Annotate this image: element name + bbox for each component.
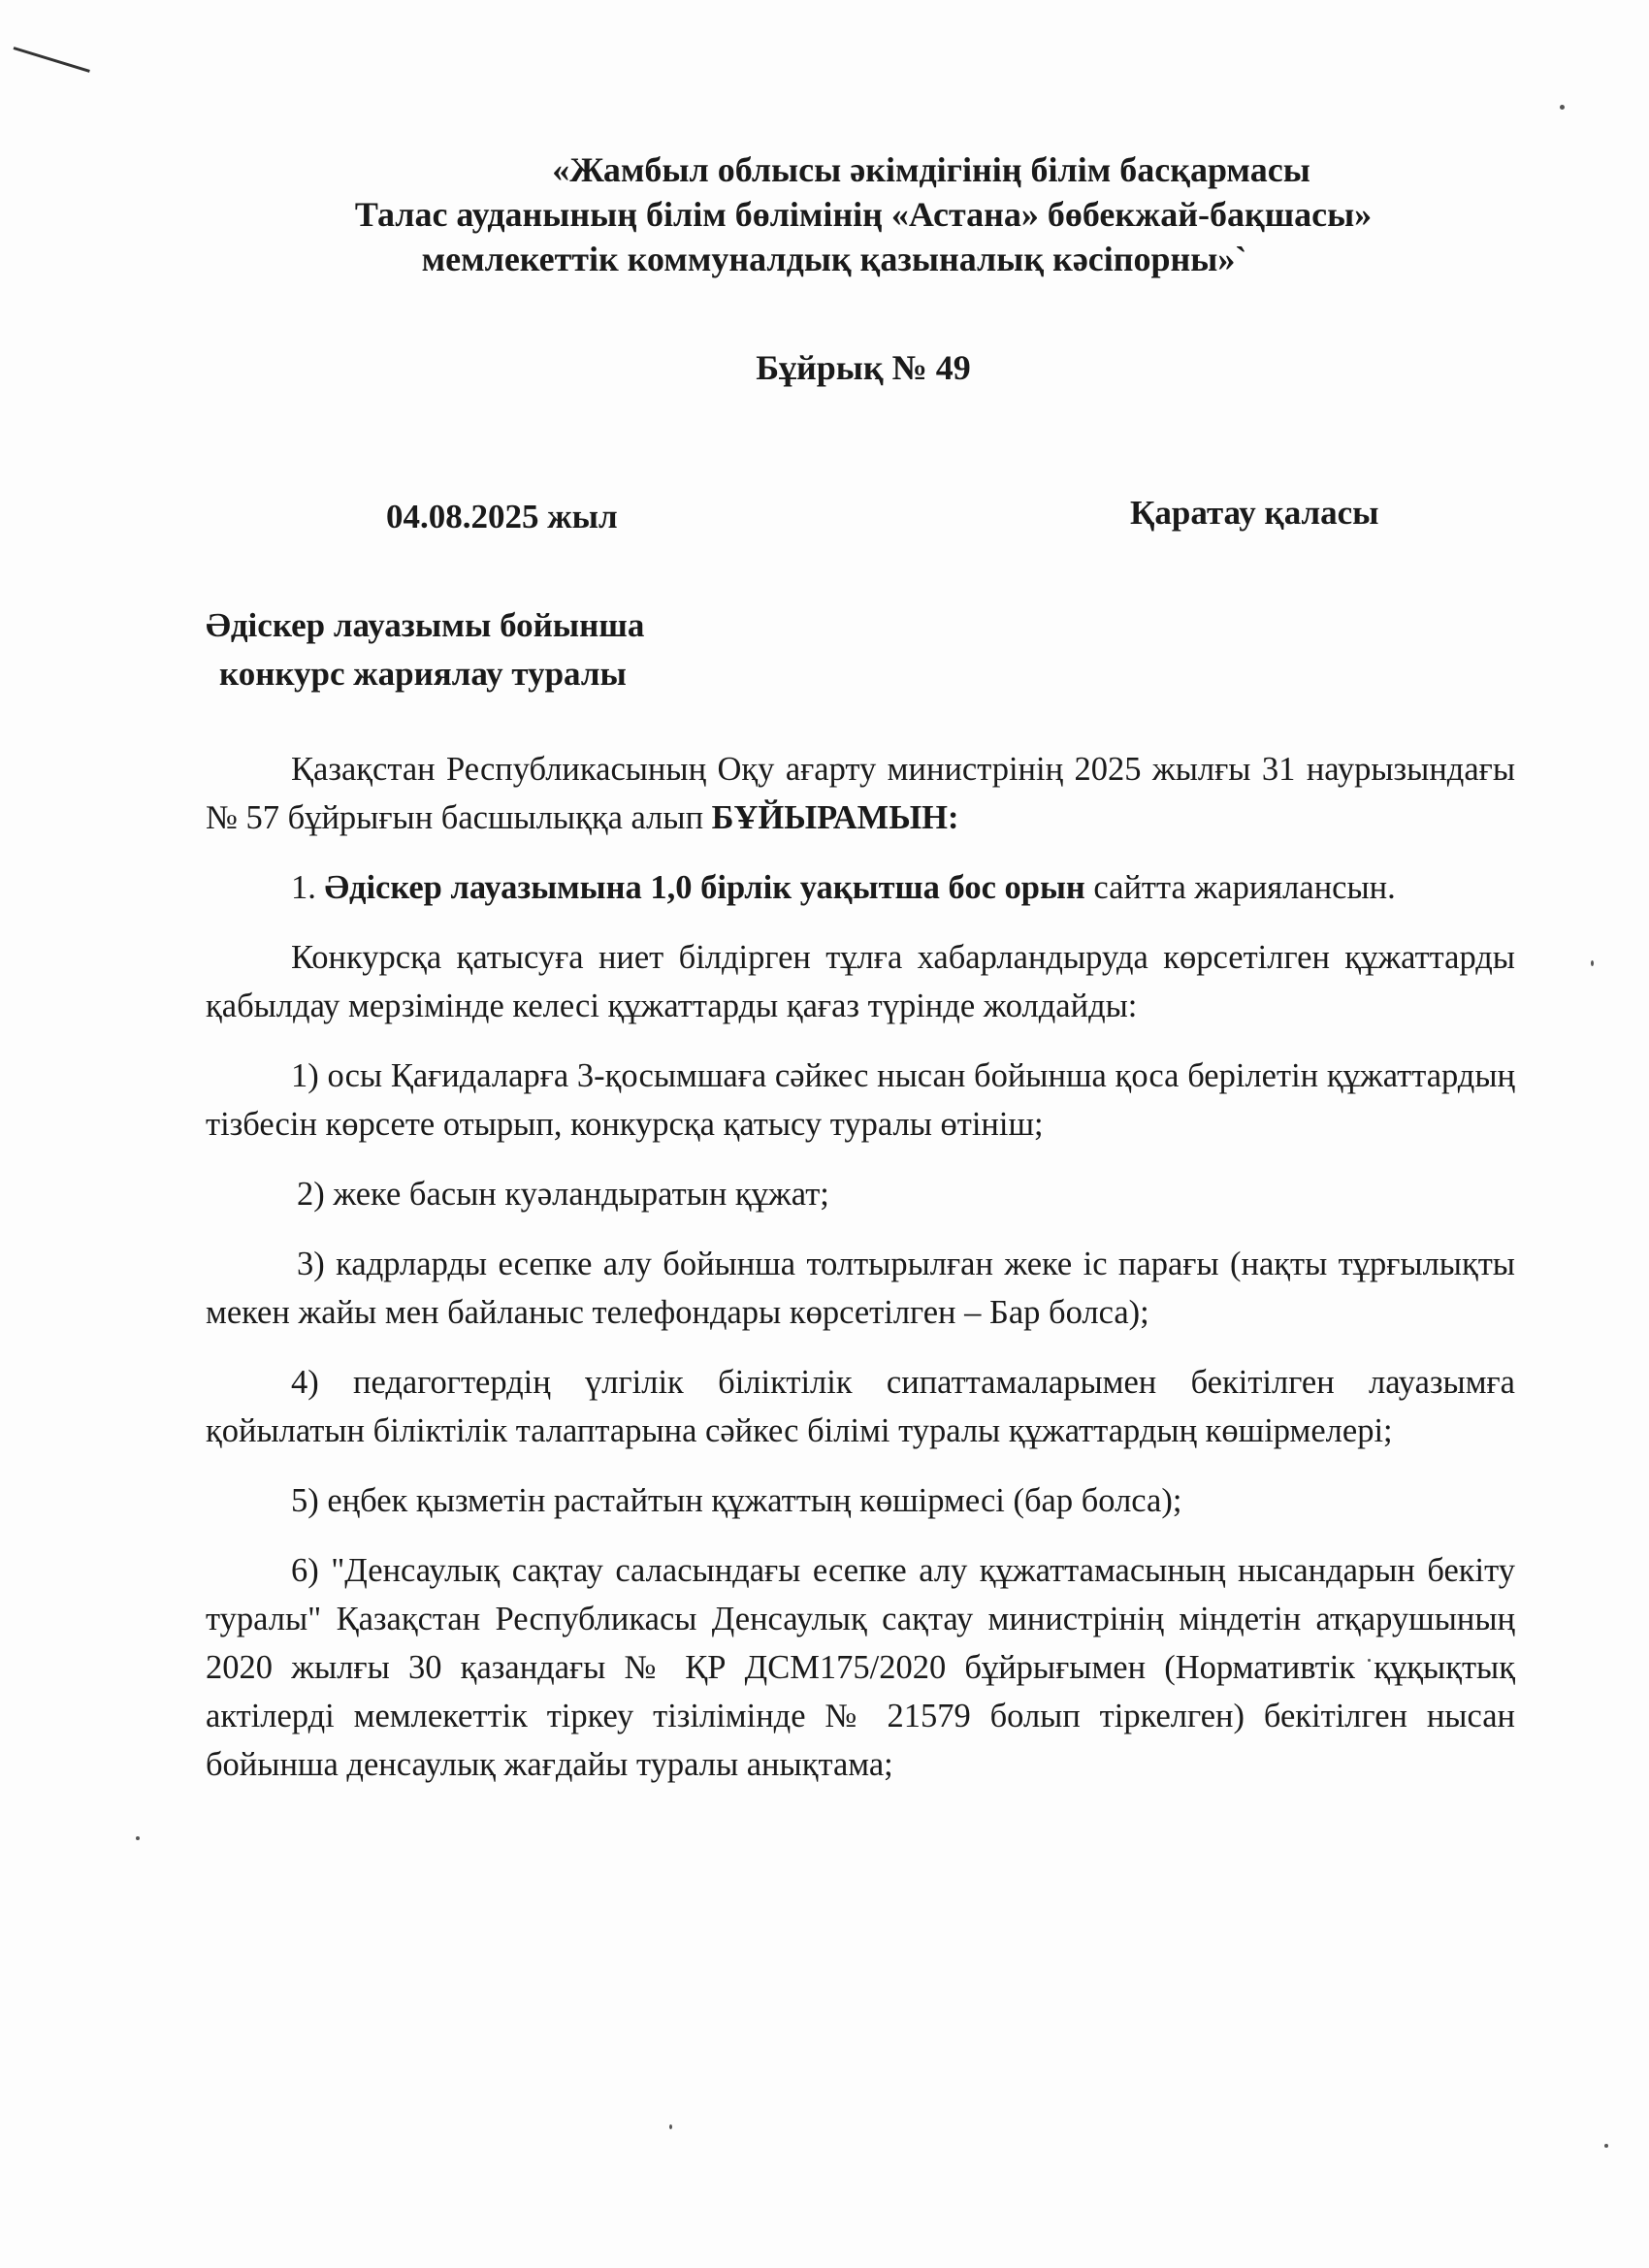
- subject-line-1: Әдіскер лауазымы бойынша: [206, 606, 645, 644]
- scan-speck: [136, 1836, 140, 1840]
- order-city: Қаратау қаласы: [1130, 494, 1379, 532]
- scan-speck: [1560, 105, 1565, 110]
- documents-intro-paragraph: Конкурсқа қатысуға ниет білдірген тұлға хабарландыруда көрсетілген құжаттарды қабылдау мерзімінде келесі құжаттарды қағаз түрінде жолдайды:: [206, 939, 1515, 1024]
- scan-speck: [1591, 960, 1594, 966]
- scan-speck: [669, 2124, 672, 2129]
- item-1-rest: сайтта жариялансын.: [1084, 869, 1396, 906]
- document-item-1: 1) осы Қағидаларға 3-қосымшаға сәйкес нысан бойынша қоса берілетін құжаттардың тізбесін көрсете отырып, конкурсқа қатысу туралы өтініш;: [206, 1057, 1515, 1143]
- order-date: 04.08.2025 жыл: [386, 498, 618, 535]
- organization-header: [0, 147, 1649, 281]
- document-item-4: 4) педагогтердің үлгілік біліктілік сипаттамаларымен бекітілген лауазымға қойылатын біліктілік талаптарына сәйкес білімі туралы құжаттардың көшірмелері;: [206, 1364, 1515, 1449]
- order-title: Бұйрық № 49: [756, 348, 971, 387]
- intro-paragraph: [206, 745, 1515, 842]
- intro-text: Қазақстан Республикасының Оқу ағарту министрінің 2025 жылғы 31 наурызындағы № 57 бұйрығын басшылыққа алып: [206, 751, 1515, 836]
- scan-mark: [14, 47, 90, 73]
- document-item-5: 5) еңбек қызметін растайтын құжаттың көшірмесі (бар болса);: [291, 1482, 1182, 1519]
- document-item-3: 3) кадрларды есепке алу бойынша толтырылған жеке іс парағы (нақты тұрғылықты мекен жайы мен байланыс телефондары көрсетілген – Бар болса);: [206, 1246, 1515, 1331]
- order-subject: [206, 601, 644, 698]
- scan-speck: [1604, 2144, 1608, 2148]
- order-body: [206, 745, 1515, 1810]
- document-item-6: 6) "Денсаулық сақтау саласындағы есепке алу құжаттамасының нысандарын бекіту туралы" Қазақстан Республикасы Денсаулық сақтау министрінің міндетін атқарушының 2020 жылғы 30 қазандағы № ҚР ДСМ175/2020 бұйрығымен (Нормативтік құқықтық актілерді мемлекеттік тіркеу тізілімінде № 21579 болып тіркелген) бекітілген нысан бойынша денсаулық жағдайы туралы анықтама;: [206, 1552, 1515, 1783]
- header-line-1: «Жамбыл облысы әкімдігінің білім басқармасы: [552, 150, 1310, 189]
- subject-line-2: конкурс жариялау туралы: [219, 655, 627, 693]
- header-line-2: Талас ауданының білім бөлімінің «Астана» бөбекжай-бақшасы»: [354, 195, 1373, 234]
- document-item-2: 2) жеке басын куәландыратын құжат;: [297, 1176, 829, 1213]
- item-1-number: 1.: [291, 869, 325, 906]
- item-1-paragraph: [206, 863, 1515, 912]
- order-directive: БҰЙЫРАМЫН:: [711, 799, 959, 836]
- header-line-3: мемлекеттік коммуналдық қазыналық кәсіпорны»`: [421, 240, 1247, 278]
- item-1-vacancy: Әдіскер лауазымына 1,0 бірлік уақытша бос орын: [324, 869, 1085, 906]
